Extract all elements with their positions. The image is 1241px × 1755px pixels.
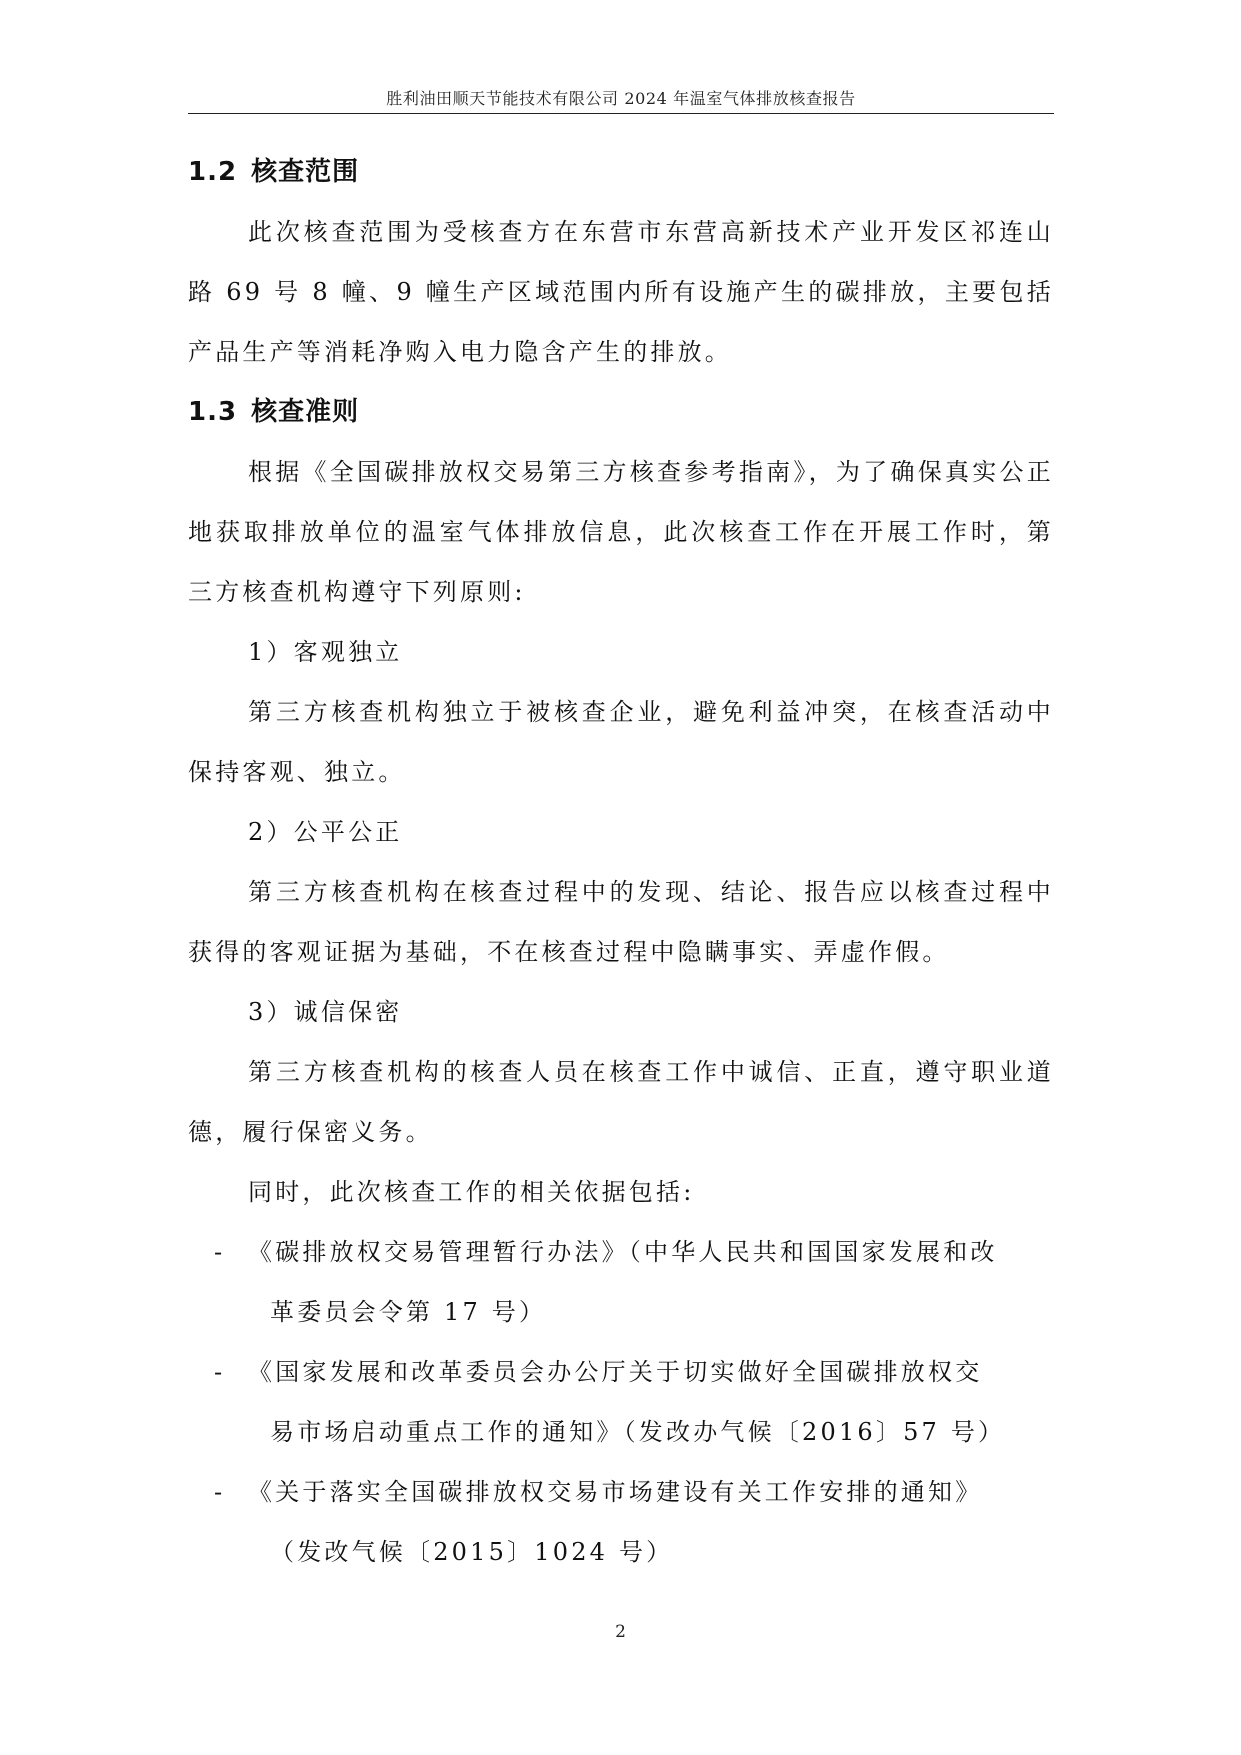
- section-title: 核查准则: [251, 397, 360, 427]
- header-rule: [188, 113, 1054, 114]
- document-body: [188, 142, 1054, 1582]
- principle-label: 3）诚信保密: [248, 998, 403, 1026]
- principle-label: 2）公平公正: [248, 818, 403, 846]
- reference-line: 易市场启动重点工作的通知》（发改办气候〔2016〕57 号）: [270, 1418, 1006, 1446]
- section-title: 核查范围: [251, 157, 360, 187]
- list-dash: -: [214, 1238, 226, 1266]
- principle-text: 第三方核查机构的核查人员在核查工作中诚信、正直，遵守职业道德，履行保密义务。: [188, 1058, 1054, 1146]
- reference-line: 《国家发展和改革委员会办公厅关于切实做好全国碳排放权交: [248, 1358, 983, 1386]
- list-dash: -: [214, 1358, 226, 1386]
- section-number: 1.2: [188, 157, 238, 187]
- criteria-intro-paragraph: 根据《全国碳排放权交易第三方核查参考指南》，为了确保真实公正地获取排放单位的温室气体排放信息，此次核查工作在开展工作时，第三方核查机构遵守下列原则:: [188, 458, 1054, 606]
- reference-line: （发改气候〔2015〕1024 号）: [270, 1538, 674, 1566]
- basis-intro-paragraph: 同时，此次核查工作的相关依据包括:: [248, 1178, 695, 1206]
- principle-label: 1）客观独立: [248, 638, 403, 666]
- section-number: 1.3: [188, 397, 238, 427]
- principle-text: 第三方核查机构独立于被核查企业，避免利益冲突，在核查活动中保持客观、独立。: [188, 698, 1054, 786]
- list-dash: -: [214, 1478, 226, 1506]
- reference-item: [188, 1222, 1054, 1342]
- principle-text: 第三方核查机构在核查过程中的发现、结论、报告应以核查过程中获得的客观证据为基础，不在核查过程中隐瞒事实、弄虚作假。: [188, 878, 1054, 966]
- reference-line: 《关于落实全国碳排放权交易市场建设有关工作安排的通知》: [248, 1478, 983, 1506]
- reference-item: [188, 1342, 1054, 1462]
- section-heading-1-3: [188, 382, 1054, 442]
- section-heading-1-2: [188, 142, 1054, 202]
- reference-line: 革委员会令第 17 号）: [270, 1298, 547, 1326]
- running-header: 胜利油田顺天节能技术有限公司 2024 年温室气体排放核查报告: [386, 89, 856, 108]
- reference-line: 《碳排放权交易管理暂行办法》（中华人民共和国国家发展和改: [248, 1238, 998, 1266]
- reference-item: [188, 1462, 1054, 1582]
- scope-paragraph: 此次核查范围为受核查方在东营市东营高新技术产业开发区祁连山路 69 号 8 幢、9 幢生产区域范围内所有设施产生的碳排放，主要包括产品生产等消耗净购入电力隐含产生的排放。: [188, 218, 1054, 366]
- page-number: 2: [615, 1622, 626, 1642]
